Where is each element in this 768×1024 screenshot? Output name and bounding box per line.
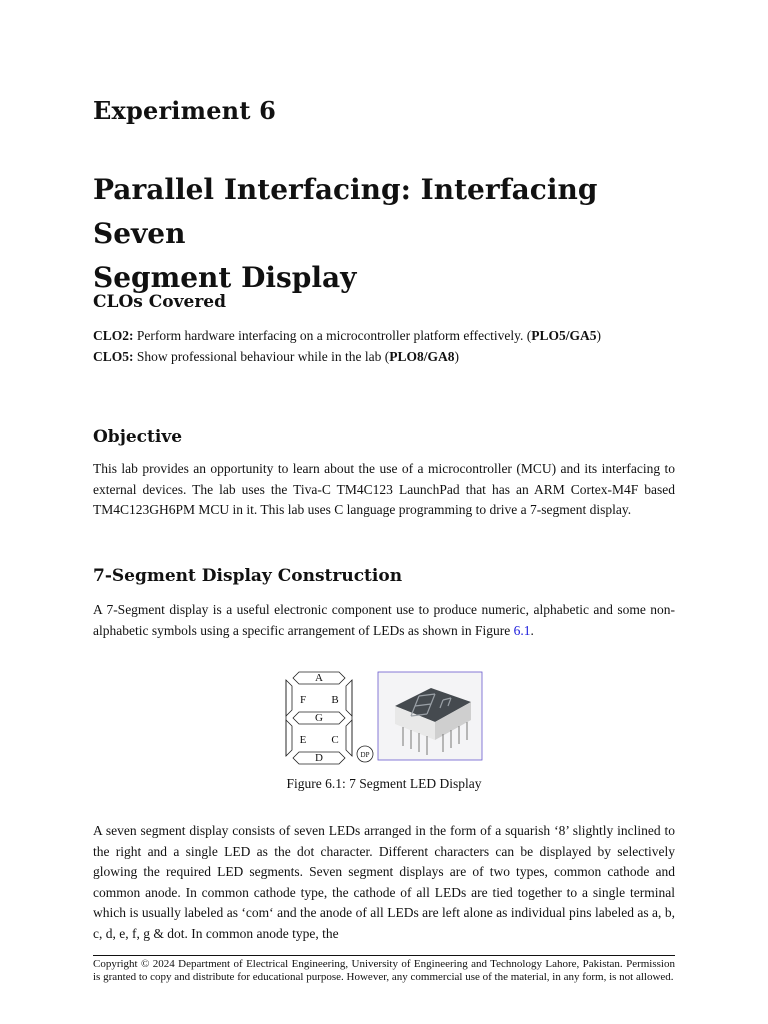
figure-caption: Figure 6.1: 7 Segment LED Display — [286, 776, 482, 791]
segment-label-g: G — [315, 712, 323, 724]
construction-heading: 7-Segment Display Construction — [93, 566, 403, 586]
clo-code: CLO2: — [93, 328, 134, 343]
clos-list — [93, 326, 675, 367]
clo-text: Show professional behaviour while in the lab ( — [133, 348, 390, 364]
segment-b-shape — [346, 680, 352, 716]
figure-svg — [283, 670, 483, 766]
figure-seven-segment — [283, 670, 483, 770]
construction-text-start: A 7-Segment display is a useful electronic component use to produce numeric, alphabetic and some non-alphabetic symbols using a specific arrangement of LEDs as shown in Figure — [93, 602, 675, 638]
objective-heading: Objective — [93, 427, 183, 447]
segment-e-shape — [286, 720, 292, 756]
experiment-label: Experiment 6 — [93, 96, 277, 125]
copyright-prefix: Copyright — [93, 958, 142, 970]
body-paragraph: A seven segment display consists of seven LEDs arranged in the form of a squarish ‘8’ slightly inclined to the right and a single LED as the dot character. Different characters can be displayed by selectively glowing the required LED segments. Seven segment displays are of two types, common cathode and common anode. In common cathode type, the cathode of all LEDs are tied together to a single terminal which is usually labeled as ‘com‘ and the anode of all LEDs are left alone as individual pins labeled as a, b, c, d, e, f, g & dot. In common anode type, the — [93, 823, 675, 941]
segment-label-a: A — [315, 672, 323, 684]
clo-item — [93, 326, 675, 347]
segment-c-shape — [346, 720, 352, 756]
segment-label-e: E — [299, 734, 307, 746]
dp-label: DP — [360, 751, 370, 759]
title-line-2: Segment Display — [93, 261, 357, 294]
segment-label-f: F — [299, 694, 307, 706]
footer-divider — [93, 955, 675, 956]
clo-plo: PLO5/GA5 — [531, 328, 597, 343]
segment-label-d: D — [315, 752, 323, 764]
copyright-symbol: © — [141, 958, 150, 970]
clo-plo: PLO8/GA8 — [389, 348, 455, 364]
footer — [93, 958, 675, 984]
figure-reference-link[interactable]: 6.1 — [513, 622, 531, 638]
page-title — [93, 168, 693, 300]
clo-text: Perform hardware interfacing on a microcontroller platform effectively. ( — [133, 328, 532, 343]
segment-label-b: B — [331, 694, 339, 706]
construction-text-end: . — [530, 622, 534, 638]
clo-close: ) — [454, 348, 459, 364]
clo-close: ) — [596, 328, 601, 343]
clo-code: CLO5: — [93, 348, 134, 364]
clo-item — [93, 347, 675, 368]
led-component-photo — [378, 672, 482, 760]
title-line-1: Parallel Interfacing: Interfacing Seven — [93, 173, 598, 250]
construction-text — [93, 600, 675, 641]
objective-text: This lab provides an opportunity to learn about the use of a microcontroller (MCU) and its interfacing to external devices. The lab uses the Tiva-C TM4C123 LaunchPad that has an ARM Cortex-M4F based TM4C123GH6PM MCU in it. This lab uses C language programming to drive a 7-segment display. — [93, 461, 675, 517]
segment-label-c: C — [331, 734, 339, 746]
copyright-text: 2024 Department of Electrical Engineering, University of Engineering and Technology Lahore, Pakistan. Permission is granted to copy and distribute for educational purpose. However, any commercial use of the material, in any form, is not allowed. — [93, 958, 675, 983]
clos-heading: CLOs Covered — [93, 292, 227, 312]
segment-f-shape — [286, 680, 292, 716]
